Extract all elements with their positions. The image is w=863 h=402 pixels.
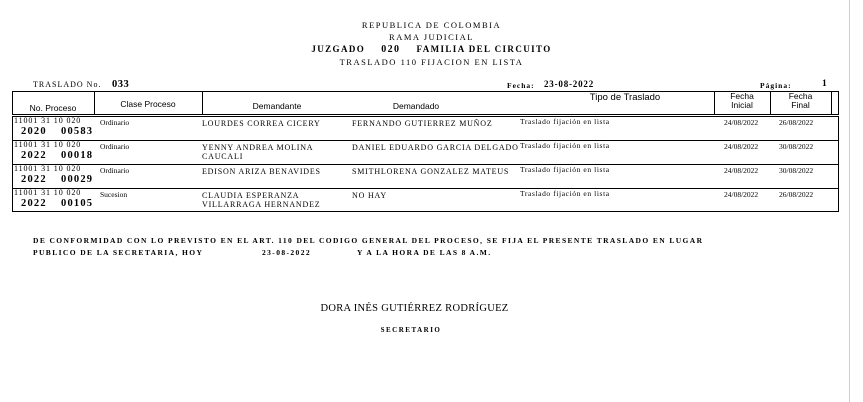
demandante: CLAUDIA ESPERANZA — [202, 191, 300, 200]
tipo-traslado: Traslado fijación en lista — [520, 117, 610, 126]
tipo-traslado: Traslado fijación en lista — [520, 189, 610, 198]
column-header-tipo: Tipo de Traslado — [589, 92, 661, 103]
proceso-number — [21, 150, 101, 161]
fecha-final: 26/08/2022 — [779, 118, 814, 127]
fecha-label: Fecha: — [507, 81, 535, 90]
row-divider — [12, 164, 839, 165]
court-prefix: JUZGADO — [311, 44, 366, 54]
demandado: SMITHLORENA GONZALEZ MATEUS — [352, 167, 510, 176]
signer-title: SECRETARIO — [380, 326, 442, 334]
demandado: DANIEL EDUARDO GARCIA DELGADO — [352, 143, 519, 152]
proceso-number — [21, 126, 101, 137]
demandante-line2: VILLARRAGA HERNANDEZ — [202, 200, 321, 209]
demandado: NO HAY — [352, 191, 387, 200]
row-divider — [12, 188, 839, 189]
demandante-line2: CAUCALI — [202, 152, 244, 161]
column-header-demandado: Demandado — [392, 101, 440, 111]
fecha-final: 30/08/2022 — [779, 166, 814, 175]
fecha-final-line2: Final — [791, 100, 810, 110]
fecha-inicial: 24/08/2022 — [724, 190, 759, 199]
fecha-inicial: 24/08/2022 — [724, 118, 759, 127]
proceso-number — [21, 198, 101, 209]
demandado: FERNANDO GUTIERREZ MUÑOZ — [352, 119, 493, 128]
fecha-inicial-line1: Fecha — [730, 91, 754, 101]
traslado-number: 033 — [112, 79, 130, 90]
court-suffix: FAMILIA DEL CIRCUITO — [416, 44, 552, 54]
proceso-seq: 00105 — [61, 198, 94, 209]
traslado-label: TRASLADO No. — [33, 80, 102, 89]
branch-heading: RAMA JUDICIAL — [389, 32, 474, 42]
signer-name: DORA INÉS GUTIÉRREZ RODRÍGUEZ — [320, 303, 509, 314]
column-header-fecha-final — [772, 92, 829, 110]
column-header-clase: Clase Proceso — [120, 99, 176, 109]
proceso-code: 11001 31 10 020 — [14, 164, 82, 173]
column-divider — [94, 91, 95, 115]
clause-line-2-end: Y A LA HORA DE LAS 8 A.M. — [357, 248, 492, 257]
fecha-final: 26/08/2022 — [779, 190, 814, 199]
country-heading: REPUBLICA DE COLOMBIA — [361, 20, 502, 30]
clase-proceso: Sucesion — [100, 190, 128, 199]
proceso-year: 2020 — [21, 126, 47, 137]
proceso-code: 11001 31 10 020 — [14, 140, 82, 149]
fecha-inicial: 24/08/2022 — [724, 166, 759, 175]
proceso-code: 11001 31 10 020 — [14, 116, 82, 125]
pagina-value: 1 — [822, 79, 827, 89]
document-subtitle: TRASLADO 110 FIJACION EN LISTA — [339, 57, 524, 67]
proceso-seq: 00583 — [61, 126, 94, 137]
column-divider — [831, 91, 832, 115]
proceso-seq: 00029 — [61, 174, 94, 185]
proceso-number — [21, 174, 101, 185]
fecha-final-line1: Fecha — [788, 91, 813, 101]
clase-proceso: Ordinario — [100, 166, 130, 175]
clause-date: 23-08-2022 — [262, 248, 311, 257]
tipo-traslado: Traslado fijación en lista — [520, 141, 610, 150]
fecha-final: 30/08/2022 — [779, 142, 814, 151]
column-divider — [770, 91, 771, 115]
demandante: YENNY ANDREA MOLINA — [202, 143, 314, 152]
tipo-traslado: Traslado fijación en lista — [520, 165, 610, 174]
row-divider — [12, 140, 839, 141]
fecha-value: 23-08-2022 — [544, 79, 594, 89]
column-header-demandante: Demandante — [252, 101, 302, 111]
column-header-proceso: No. Proceso — [29, 103, 77, 113]
clase-proceso: Ordinario — [100, 118, 130, 127]
proceso-code: 11001 31 10 020 — [14, 188, 82, 197]
column-divider — [714, 91, 715, 115]
fecha-inicial: 24/08/2022 — [724, 142, 759, 151]
pagina-label: Página: — [760, 81, 792, 90]
column-header-fecha-inicial — [716, 92, 768, 110]
proceso-year: 2022 — [21, 174, 47, 185]
proceso-seq: 00018 — [61, 150, 94, 161]
court-number: 020 — [381, 44, 401, 55]
court-heading — [0, 44, 863, 55]
demandante: EDISON ARIZA BENAVIDES — [202, 167, 321, 176]
column-divider — [202, 91, 203, 115]
page-edge — [849, 0, 850, 402]
fecha-inicial-line2: Inicial — [731, 100, 753, 110]
demandante: LOURDES CORREA CICERY — [202, 119, 321, 128]
proceso-year: 2022 — [21, 198, 47, 209]
proceso-year: 2022 — [21, 150, 47, 161]
clause-line-2-start: PUBLICO DE LA SECRETARIA, HOY — [33, 248, 204, 257]
clause-line-1: DE CONFORMIDAD CON LO PREVISTO EN EL ART. 110 DEL CODIGO GENERAL DEL PROCESO, SE FIJA EL PRESENTE TRASLADO EN LUGAR — [33, 236, 704, 245]
clase-proceso: Ordinario — [100, 142, 130, 151]
